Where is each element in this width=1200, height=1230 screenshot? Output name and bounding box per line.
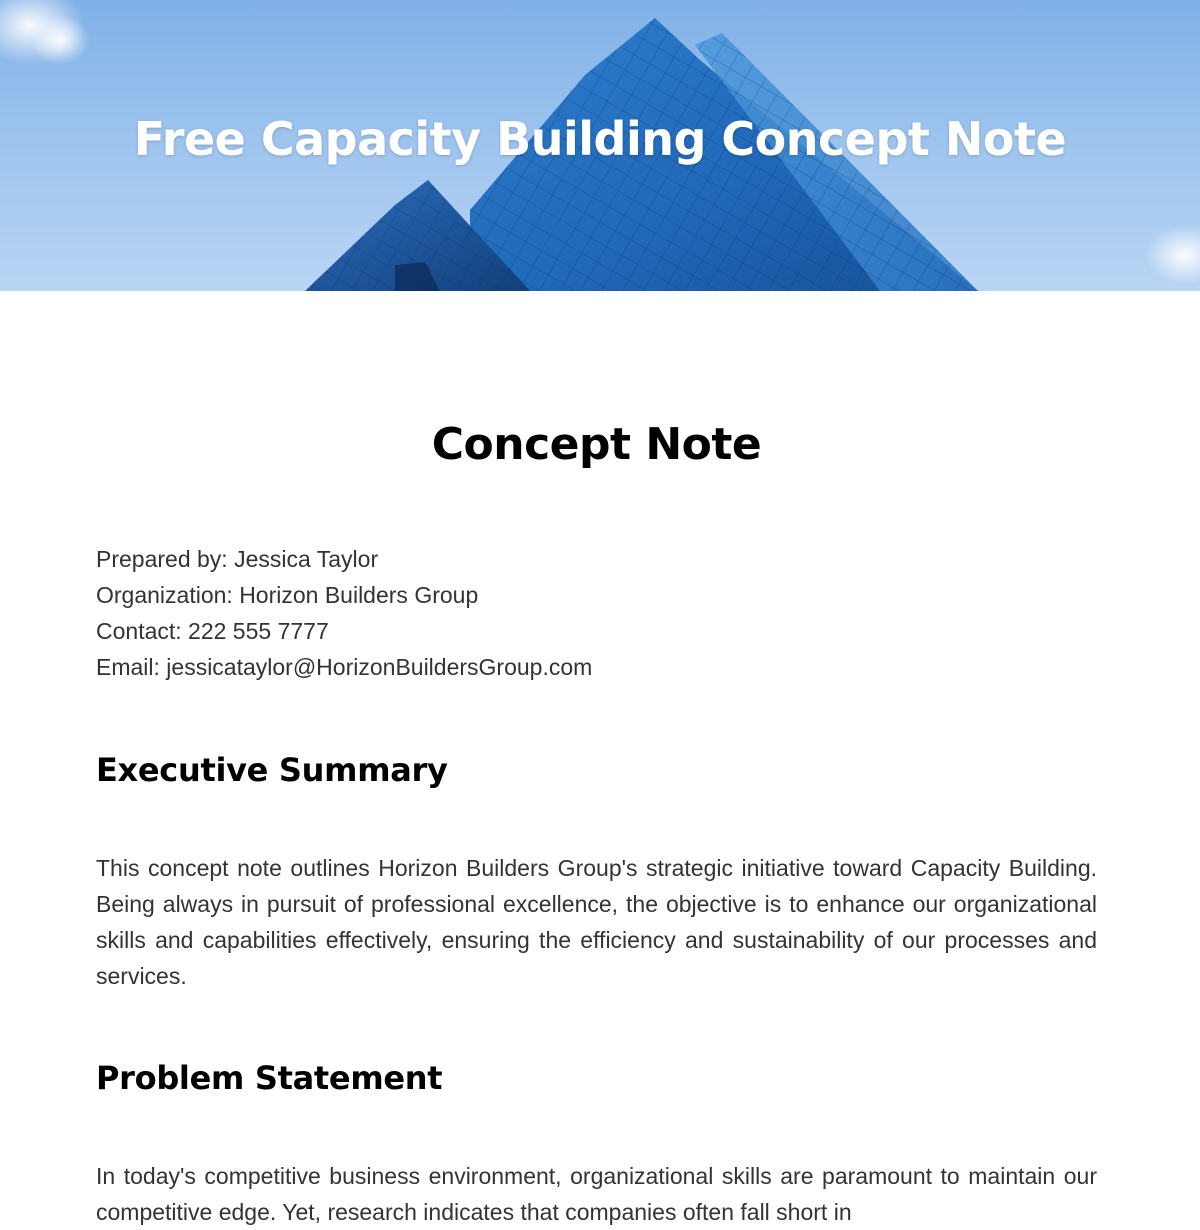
section-body-executive-summary: This concept note outlines Horizon Builders Group's strategic initiative toward Capacity Building. Being always in pursuit of professional excellence, the objective is to enhance our organizational skills and capabilities effectively, ensuring the efficiency and sustainability of our processes and services. — [96, 855, 1097, 989]
prepared-by: Prepared by: Jessica Taylor — [96, 546, 379, 572]
document-title: Concept Note — [431, 419, 762, 470]
contact: Contact: 222 555 7777 — [96, 618, 329, 644]
banner-title: Free Capacity Building Concept Note — [133, 112, 1067, 166]
author-details — [96, 541, 1097, 685]
organization: Organization: Horizon Builders Group — [96, 582, 479, 608]
document-body — [96, 291, 1097, 1230]
section-heading-problem-statement: Problem Statement — [96, 1059, 443, 1097]
email: Email: jessicataylor@HorizonBuildersGroup.com — [96, 654, 593, 680]
header-banner — [0, 0, 1200, 291]
section-body-problem-statement: In today's competitive business environment, organizational skills are paramount to maintain our competitive edge. Yet, research indicates that companies often fall short in — [96, 1163, 1097, 1225]
section-heading-executive-summary: Executive Summary — [96, 751, 448, 789]
